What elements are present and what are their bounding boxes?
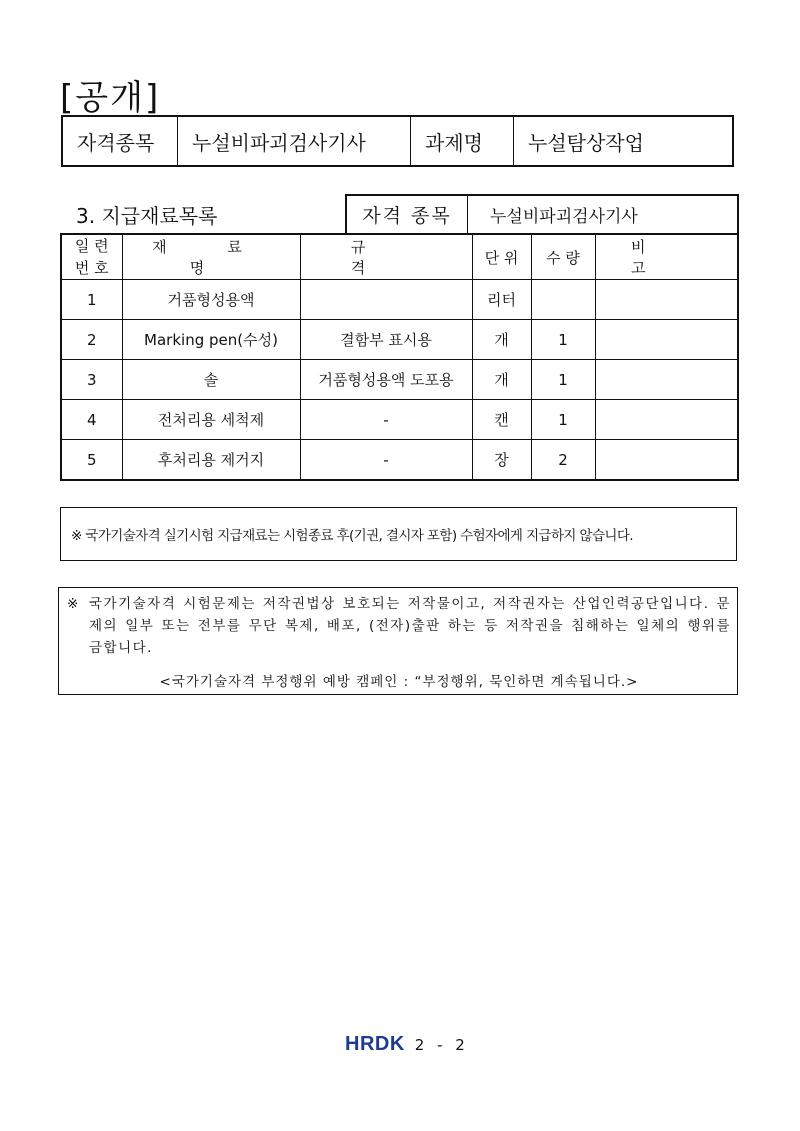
cell-unit: 캔 bbox=[472, 400, 531, 440]
cell-spec: 거품형성용액 도포용 bbox=[300, 360, 472, 400]
qual-box bbox=[345, 194, 739, 233]
materials-notice: ※ 국가기술자격 실기시험 지급재료는 시험종료 후(기권, 결시자 포함) 수험자에게 지급하지 않습니다. bbox=[60, 507, 737, 561]
header-spec bbox=[300, 234, 472, 280]
cell-note bbox=[595, 440, 738, 481]
cell-name: 후처리용 제거지 bbox=[122, 440, 300, 481]
materials-table bbox=[60, 233, 739, 481]
reference-mark: ※ bbox=[67, 596, 79, 612]
cell-name: 솔 bbox=[122, 360, 300, 400]
page-title: [공개] bbox=[60, 78, 161, 118]
cell-unit: 개 bbox=[472, 360, 531, 400]
cell-qty bbox=[531, 280, 595, 320]
copyright-text: 국가기술자격 시험문제는 저작권법상 보호되는 저작물이고, 저작권자는 산업인력공단입니다. 문제의 일부 또는 전부를 무단 복제, 배포, (전자)출판 하는 등 저작권을 침해하는 일체의 행위를 금합니다. bbox=[89, 596, 731, 656]
cell-spec bbox=[300, 280, 472, 320]
cell-no: 5 bbox=[61, 440, 122, 481]
campaign-text: <국가기술자격 부정행위 예방 캠페인 : “부정행위, 묵인하면 계속됩니다.> bbox=[159, 674, 639, 690]
header-spec-text: 규 격 bbox=[350, 238, 422, 277]
header-note bbox=[595, 234, 738, 280]
task-value: 누설탐상작업 bbox=[528, 130, 644, 155]
header-no-line2: 번 호 bbox=[74, 259, 109, 277]
cell-name: Marking pen(수성) bbox=[122, 320, 300, 360]
table-header-row bbox=[61, 234, 738, 280]
cell-qty: 1 bbox=[531, 320, 595, 360]
cell-spec: - bbox=[300, 440, 472, 481]
cell-note bbox=[595, 360, 738, 400]
header-name-text: 재 료 명 bbox=[152, 238, 270, 277]
qual-label: 자격종목 bbox=[63, 117, 178, 165]
cell-no: 2 bbox=[61, 320, 122, 360]
copyright-row bbox=[67, 593, 731, 659]
cell-name: 전처리용 세척제 bbox=[122, 400, 300, 440]
qual-box-label: 자격 종목 bbox=[347, 196, 468, 233]
header-qty: 수 량 bbox=[531, 234, 595, 280]
table-row bbox=[61, 320, 738, 360]
header-unit: 단 위 bbox=[472, 234, 531, 280]
cell-no: 3 bbox=[61, 360, 122, 400]
table-row bbox=[61, 440, 738, 481]
cell-unit: 개 bbox=[472, 320, 531, 360]
table-row bbox=[61, 360, 738, 400]
header-note-text: 비 고 bbox=[631, 238, 702, 277]
task-label: 과제명 bbox=[411, 117, 514, 165]
header-name bbox=[122, 234, 300, 280]
cell-spec: 결함부 표시용 bbox=[300, 320, 472, 360]
header-no-line1: 일 련 bbox=[74, 237, 109, 255]
cell-note bbox=[595, 400, 738, 440]
cell-unit: 장 bbox=[472, 440, 531, 481]
cell-note bbox=[595, 320, 738, 360]
header-box bbox=[61, 115, 734, 167]
copyright-notice bbox=[58, 587, 738, 695]
cell-name: 거품형성용액 bbox=[122, 280, 300, 320]
cell-unit: 리터 bbox=[472, 280, 531, 320]
cell-spec: - bbox=[300, 400, 472, 440]
hrdk-logo: HRDK bbox=[345, 1033, 405, 1055]
header-no bbox=[61, 234, 122, 280]
section-title: 3. 지급재료목록 bbox=[76, 204, 218, 228]
cell-qty: 1 bbox=[531, 360, 595, 400]
table-row bbox=[61, 400, 738, 440]
cell-qty: 2 bbox=[531, 440, 595, 481]
qual-value: 누설비파괴검사기사 bbox=[178, 117, 411, 165]
table-row bbox=[61, 280, 738, 320]
footer bbox=[345, 1033, 469, 1056]
cell-note bbox=[595, 280, 738, 320]
qual-box-value: 누설비파괴검사기사 bbox=[490, 207, 638, 227]
cell-no: 4 bbox=[61, 400, 122, 440]
page-number: 2 - 2 bbox=[414, 1035, 469, 1054]
cell-no: 1 bbox=[61, 280, 122, 320]
cell-qty: 1 bbox=[531, 400, 595, 440]
